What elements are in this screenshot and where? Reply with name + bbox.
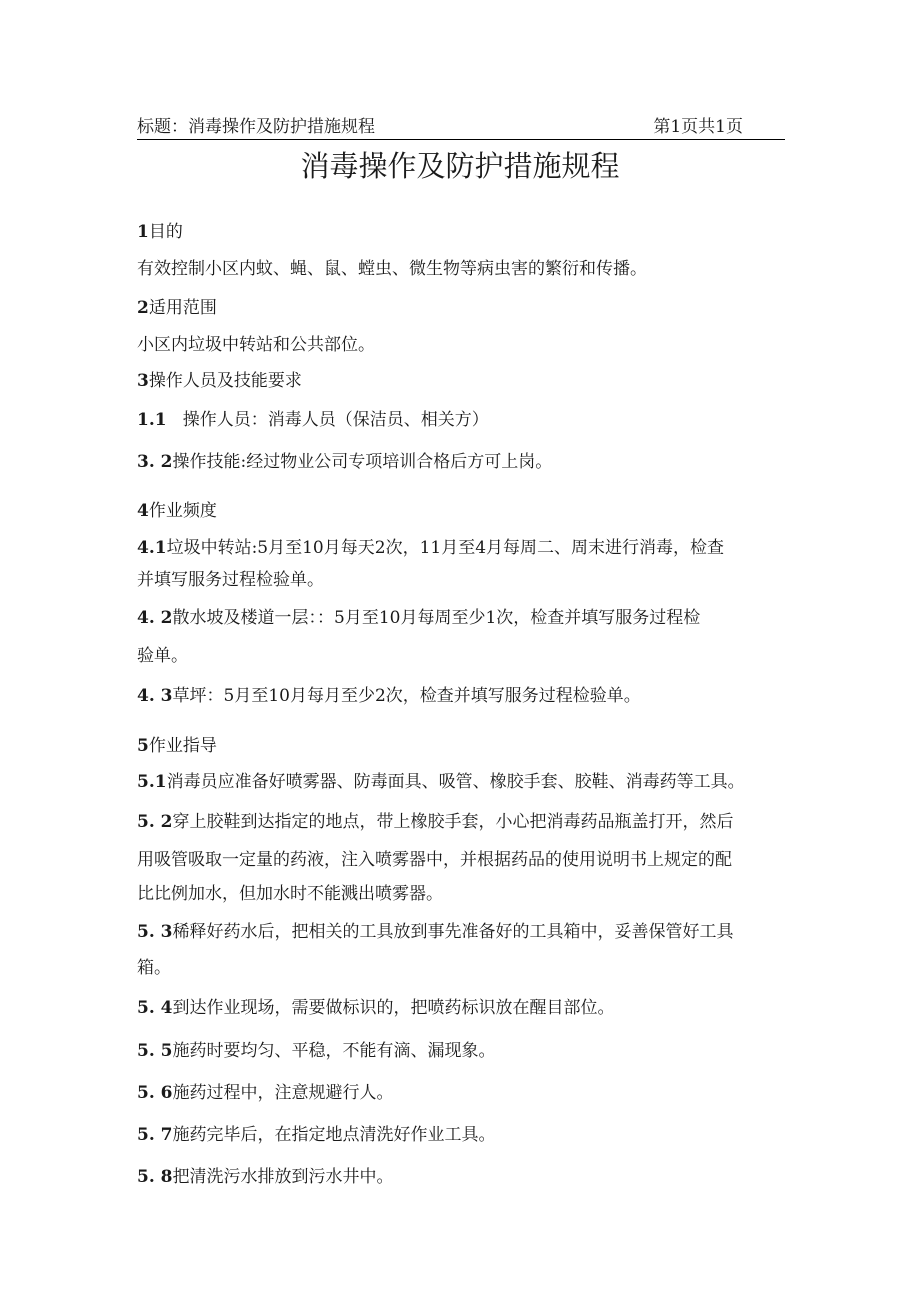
section-2-text: 小区内垃圾中转站和公共部位。 [137, 335, 375, 355]
section-number: 5 [137, 736, 149, 756]
item-number: 5. 5 [137, 1041, 173, 1061]
section-3-item-2 [137, 450, 797, 474]
section-heading-text: 作业频度 [148, 501, 217, 521]
item-text: 施药过程中，注意规避行人。 [172, 1083, 394, 1103]
section-5-item-6 [137, 1081, 797, 1105]
header-title: 标题：消毒操作及防护措施规程 [137, 117, 375, 137]
section-1-text: 有效控制小区内蚊、蝇、鼠、螳虫、微生物等病虫害的繁衍和传播。 [137, 259, 647, 279]
section-number: 4 [137, 501, 149, 521]
section-5-heading [137, 734, 797, 758]
item-number: 1.1 [137, 410, 167, 430]
item-number: 5. 7 [137, 1125, 173, 1145]
item-number: 4.1 [137, 538, 167, 558]
section-5-item-4 [137, 996, 797, 1020]
section-5-item-2-line-3: 比比例加水，但加水时不能溅出喷雾器。 [137, 884, 443, 904]
section-5-item-3-line-2: 箱。 [137, 958, 171, 978]
section-4-item-1-line-2: 并填写服务过程检验单。 [137, 570, 324, 590]
item-text: 操作技能:经过物业公司专项培训合格后方可上岗。 [172, 452, 553, 472]
item-number: 5. 6 [137, 1083, 173, 1103]
item-text: 消毒员应准备好喷雾器、防毒面具、吸管、橡胶手套、胶鞋、消毒药等工具。 [166, 772, 745, 792]
item-number: 5. 4 [137, 998, 173, 1018]
section-4-item-3 [137, 684, 797, 708]
section-heading-text: 操作人员及技能要求 [148, 371, 302, 391]
item-text: 施药时要均匀、平稳，不能有滴、漏现象。 [172, 1041, 496, 1061]
section-1-heading [137, 220, 797, 244]
section-5-item-5 [137, 1039, 797, 1063]
section-2-heading [137, 296, 797, 320]
section-number: 2 [137, 298, 149, 318]
item-number: 5.1 [137, 772, 167, 792]
section-number: 3 [137, 371, 149, 391]
section-4-item-1-line-1 [137, 536, 797, 560]
item-number: 5. 8 [137, 1167, 173, 1187]
section-5-item-8 [137, 1165, 797, 1189]
item-text: 施药完毕后，在指定地点清洗好作业工具。 [172, 1125, 496, 1145]
document-title: 消毒操作及防护措施规程 [300, 149, 620, 183]
item-text: 到达作业现场，需要做标识的，把喷药标识放在醒目部位。 [172, 998, 615, 1018]
section-number: 1 [137, 222, 149, 242]
section-4-item-2-line-2: 验单。 [137, 646, 188, 666]
section-5-item-2-line-1 [137, 810, 797, 834]
item-text: 把清洗污水排放到污水井中。 [172, 1167, 394, 1187]
item-text: 垃圾中转站:5月至10月每天2次，11月至4月每周二、周末进行消毒，检查 [166, 538, 725, 558]
section-5-item-2-line-2: 用吸管吸取一定量的药液，注入喷雾器中，并根据药品的使用说明书上规定的配 [137, 850, 732, 870]
item-number: 5. 3 [137, 922, 173, 942]
section-5-item-7 [137, 1123, 797, 1147]
section-heading-text: 目的 [148, 222, 183, 242]
item-text: 散水坡及楼道一层：：5月至10月每周至少1次，检查并填写服务过程检 [172, 608, 701, 628]
item-number: 4. 3 [137, 686, 173, 706]
section-5-item-3-line-1 [137, 920, 797, 944]
item-text: 稀释好药水后，把相关的工具放到事先准备好的工具箱中，妥善保管好工具 [172, 922, 734, 942]
section-4-heading [137, 499, 797, 523]
page-header [137, 117, 785, 140]
section-4-item-2-line-1 [137, 606, 797, 630]
item-text: 操作人员：消毒人员（保洁员、相关方） [182, 410, 489, 430]
item-text: 穿上胶鞋到达指定的地点，带上橡胶手套，小心把消毒药品瓶盖打开，然后 [172, 812, 734, 832]
section-heading-text: 作业指导 [148, 736, 217, 756]
section-5-item-1 [137, 770, 797, 794]
item-number: 5. 2 [137, 812, 173, 832]
item-number: 4. 2 [137, 608, 173, 628]
header-page-info: 第1页共1页 [653, 117, 743, 137]
item-number: 3. 2 [137, 452, 173, 472]
section-3-heading [137, 369, 797, 393]
item-text: 草坪：5月至10月每月至少2次，检查并填写服务过程检验单。 [172, 686, 641, 706]
section-3-item-1 [137, 408, 797, 432]
section-heading-text: 适用范围 [148, 298, 217, 318]
